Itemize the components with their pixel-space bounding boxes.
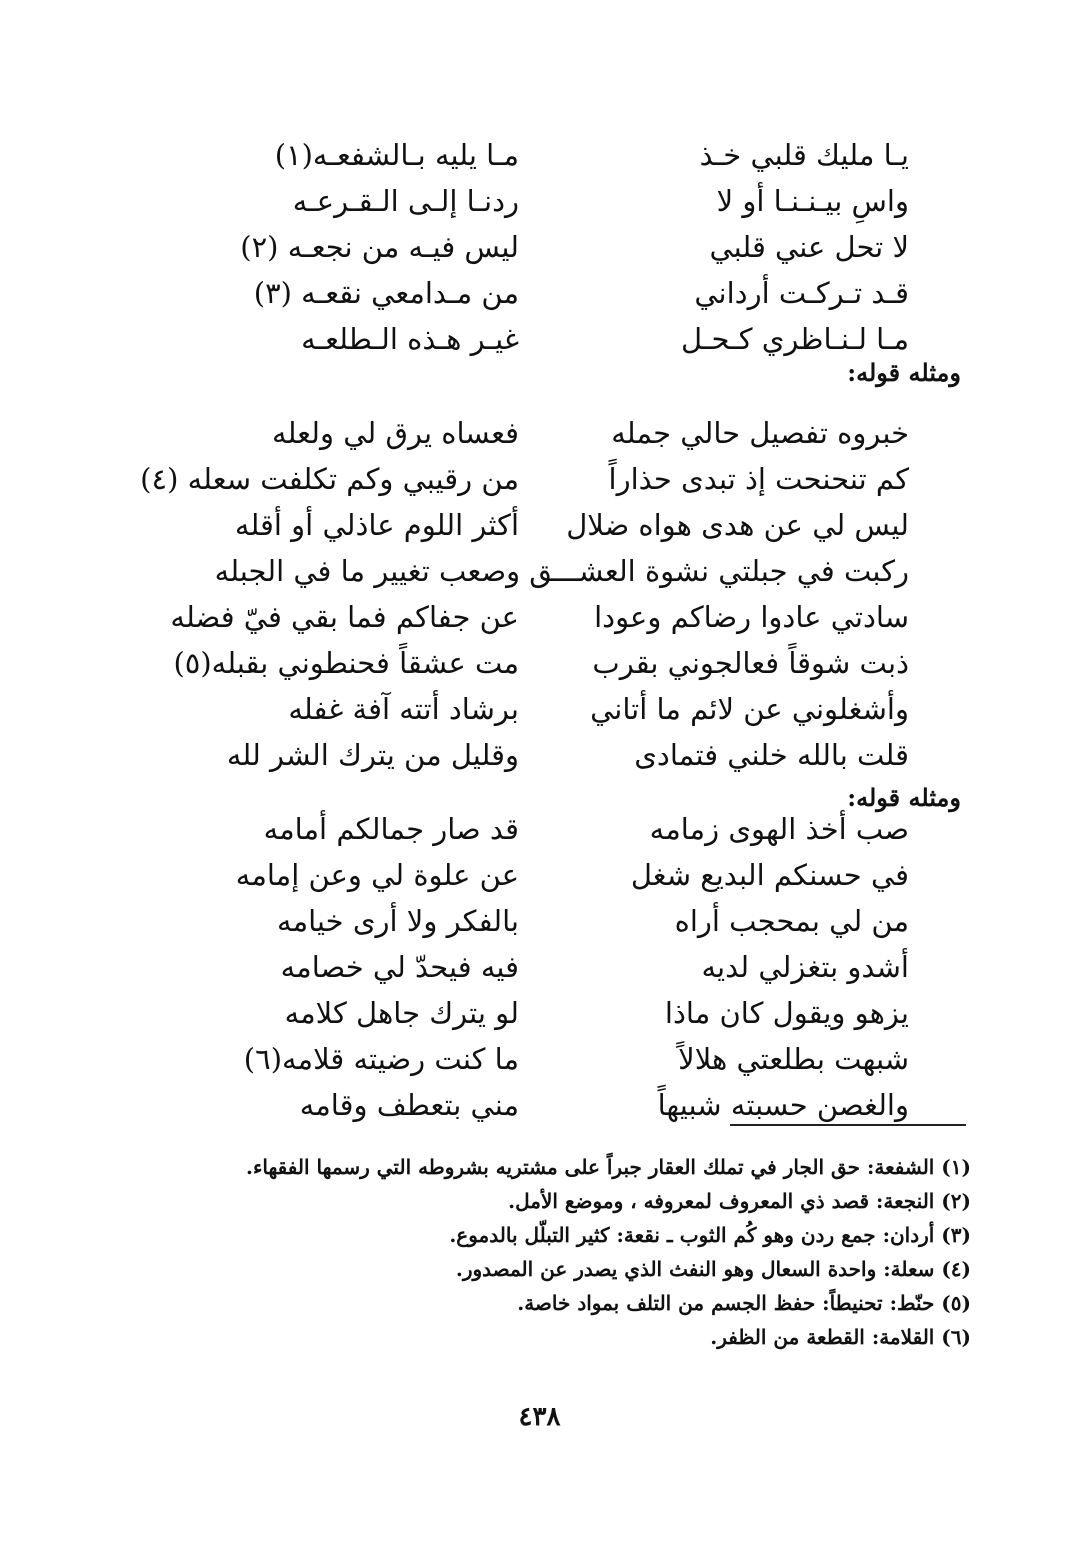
verse-line	[169, 132, 909, 178]
verse-second-hemistich: قد صار جمالكم أمامه	[263, 812, 519, 846]
verse-first-hemistich: وأشغلوني عن لائم ما أتاني	[590, 692, 909, 726]
verse-first-hemistich: كم تنحنحت إذ تبدى حذاراً	[608, 462, 909, 496]
verse-second-hemistich: مني بتعطف وقامه	[299, 1088, 519, 1122]
verse-line	[169, 898, 909, 944]
footnote: (٥) حنّط: تحنيطاً: حفظ الجسم من التلف بمواد خاصة.	[517, 1291, 971, 1315]
verse-first-hemistich: في حسنكم البديع شغل	[630, 858, 909, 892]
verse-second-hemistich: عن علوة لي وعن إمامه	[235, 858, 519, 892]
verse-line	[169, 806, 909, 852]
footnote: (١) الشفعة: حق الجار في تملك العقار جبراً على مشتريه بشروطه التي رسمها الفقهاء.	[245, 1155, 971, 1179]
page-number: ٤٣٨	[518, 1402, 561, 1432]
verse-second-hemistich: ما كنت رضيته قلامه(٦)	[243, 1042, 519, 1076]
verse-first-hemistich: والغصن حسبته شبيهاً	[657, 1088, 909, 1122]
verse-line	[169, 640, 909, 686]
footnote: (٣) أردان: جمع ردن وهو كُم الثوب ـ نقعة: كثير التبلّل بالدموع.	[449, 1223, 971, 1247]
verse-line	[169, 594, 909, 640]
verse-second-hemistich: من رقيبي وكم تكلفت سعله (٤)	[140, 462, 519, 496]
poem-stanza-1	[169, 132, 909, 362]
verse-first-hemistich: ذبت شوقاً فعالجوني بقرب	[592, 646, 909, 680]
verse-first-hemistich: يـا مليك قلبي خـذ	[699, 138, 909, 172]
verse-first-hemistich: شبهت بطلعتي هلالاً	[678, 1042, 909, 1076]
footnote: (٢) النجعة: قصد ذي المعروف لمعروفه ، وموضع الأمل.	[508, 1189, 971, 1213]
verse-line	[169, 990, 909, 1036]
verse-line	[169, 316, 909, 362]
verse-second-hemistich: مـا يليه بـالشفعـه(١)	[274, 138, 519, 172]
verse-second-hemistich: وقليل من يترك الشر لله	[226, 738, 519, 772]
verse-line	[140, 456, 909, 502]
footnote: (٦) القلامة: القطعة من الظفر.	[710, 1325, 971, 1349]
verse-line	[169, 178, 909, 224]
verse-first-hemistich: مـا لـنـاظري كـحـل	[681, 322, 909, 356]
verse-second-hemistich: برشاد أتته آفة غفله	[288, 692, 519, 726]
poem-stanza-2	[140, 410, 909, 778]
verse-first-hemistich: لا تحل عني قلبي	[709, 230, 909, 264]
verse-line	[169, 270, 909, 316]
verse-second-hemistich: فيه فيحدّ لي خصامه	[280, 950, 519, 984]
verse-line	[169, 852, 909, 898]
verse-first-hemistich: أشدو بتغزلي لديه	[701, 950, 909, 984]
verse-line	[169, 548, 909, 594]
footnotes	[111, 1150, 971, 1354]
verse-second-hemistich: مت عشقاً فحنطوني بقبله(٥)	[173, 646, 519, 680]
verse-second-hemistich: من مـدامعي نقعـه (٣)	[253, 276, 519, 310]
verse-second-hemistich: فعساه يرق لي ولعله	[272, 416, 519, 450]
verse-second-hemistich: أكثر اللوم عاذلي أو أقله	[234, 508, 519, 542]
section-heading-1: ومثله قوله:	[847, 358, 961, 387]
verse-first-hemistich: صب أخذ الهوى زمامه	[649, 812, 909, 846]
verse-line	[169, 410, 909, 456]
verse-first-hemistich: قـد تـركـت أرداني	[694, 276, 909, 310]
verse-line	[169, 224, 909, 270]
poem-stanza-3	[169, 806, 909, 1128]
verse-first-hemistich: واسِ بيـنـنـا أو لا	[716, 184, 909, 218]
verse-second-hemistich: ردنـا إلـى الـقـرعـه	[292, 184, 519, 218]
verse-full-line: ركبت في جبلتي نشوة العشـــق وصعب تغيير ما في الجبله	[214, 554, 909, 588]
section-heading-2: ومثله قوله:	[847, 783, 961, 812]
verse-second-hemistich: ليس فيـه من نجعـه (٢)	[240, 230, 519, 264]
footnote-separator	[730, 1124, 966, 1126]
verse-second-hemistich: لو يترك جاهل كلامه	[284, 996, 519, 1030]
verse-second-hemistich: بالفكر ولا أرى خيامه	[277, 904, 519, 938]
verse-second-hemistich: غيـر هـذه الـطلعـه	[301, 322, 519, 356]
verse-first-hemistich: يزهو ويقول كان ماذا	[664, 996, 909, 1030]
verse-first-hemistich: ليس لي عن هدى هواه ضلال	[566, 508, 909, 542]
verse-line	[169, 1082, 909, 1128]
verse-first-hemistich: خبروه تفصيل حالي جمله	[611, 416, 909, 450]
verse-first-hemistich: سادتي عادوا رضاكم وعودا	[594, 600, 909, 634]
verse-line	[169, 502, 909, 548]
footnote: (٤) سعلة: واحدة السعال وهو النفث الذي يصدر عن المصدور.	[455, 1257, 971, 1281]
verse-line	[169, 944, 909, 990]
verse-second-hemistich: عن جفاكم فما بقي فيّ فضله	[170, 600, 519, 634]
verse-first-hemistich: من لي بمحجب أراه	[674, 904, 909, 938]
verse-first-hemistich: قلت بالله خلني فتمادى	[634, 738, 909, 772]
verse-line	[169, 1036, 909, 1082]
verse-line	[169, 732, 909, 778]
verse-line	[169, 686, 909, 732]
